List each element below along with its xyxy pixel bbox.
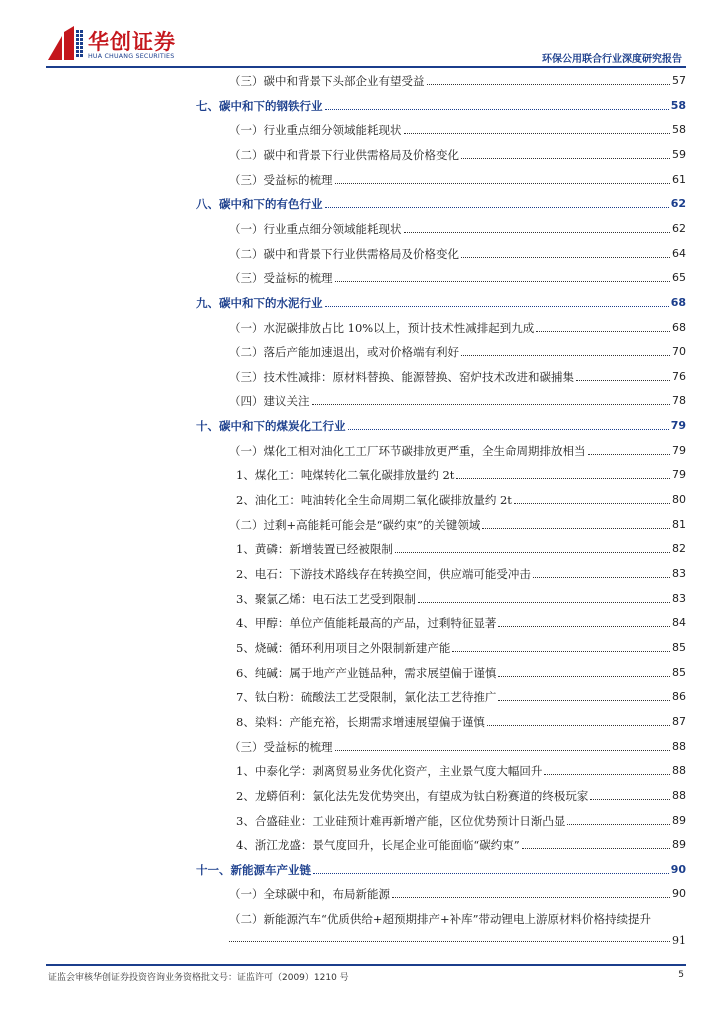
page-header xyxy=(0,0,724,70)
dot-leader xyxy=(544,773,670,775)
toc-entry-wrapped[interactable] xyxy=(229,910,651,928)
toc-entry-text: 七、碳中和下的钢铁行业 xyxy=(196,98,323,113)
toc-page-number: 79 xyxy=(670,419,686,433)
toc-subsection-entry[interactable] xyxy=(236,664,686,682)
toc-subsection-entry[interactable] xyxy=(236,787,686,805)
toc-entry-text: 八、碳中和下的有色行业 xyxy=(196,197,323,212)
toc-chapter-entry[interactable] xyxy=(196,294,686,312)
brand-name-cn: 华创证券 xyxy=(88,30,176,54)
toc-subsection-entry[interactable] xyxy=(236,565,686,583)
toc-entry-text: （一）行业重点细分领域能耗现状 xyxy=(229,221,402,236)
toc-entry-text: （一）水泥碳排放占比 10%以上，预计技术性减排起到九成 xyxy=(229,320,535,335)
toc-entry-text: （三）技术性减排：原材料替换、能源替换、窑炉技术改进和碳捕集 xyxy=(229,369,574,384)
toc-subsection-entry[interactable] xyxy=(236,836,686,854)
page-number: 5 xyxy=(678,970,684,980)
toc-section-entry[interactable] xyxy=(229,319,686,337)
toc-entry-text: 4、甲醇：单位产值能耗最高的产品，过剩特征显著 xyxy=(236,616,497,631)
toc-entry-text: （二）新能源汽车“优质供给+超预期排产+补库”带动锂电上游原材料价格持续提升 xyxy=(229,912,652,927)
toc-page-number: 87 xyxy=(672,714,686,728)
dot-leader xyxy=(482,527,670,529)
toc-chapter-entry[interactable] xyxy=(196,195,686,213)
toc-page-number: 79 xyxy=(672,468,686,482)
toc-page-number: 68 xyxy=(672,320,686,334)
toc-entry-text: 7、钛白粉：硫酸法工艺受限制，氯化法工艺待推广 xyxy=(236,690,497,705)
toc-entry-text: 1、煤化工：吨煤转化二氧化碳排放量约 2t xyxy=(236,468,455,483)
toc-entry-text: 3、合盛硅业：工业硅预计难再新增产能，区位优势预计日渐凸显 xyxy=(236,813,566,828)
dot-leader xyxy=(487,724,670,726)
toc-page-number: 88 xyxy=(672,739,686,753)
toc-subsection-entry[interactable] xyxy=(236,491,686,509)
toc-page-number: 88 xyxy=(672,764,686,778)
toc-section-entry[interactable] xyxy=(229,343,686,361)
footer-divider xyxy=(46,964,686,966)
toc-page-number: 68 xyxy=(670,295,686,309)
toc-page-number: 89 xyxy=(672,838,686,852)
dot-leader xyxy=(335,280,671,282)
dot-leader xyxy=(395,551,670,553)
dot-leader xyxy=(461,157,670,159)
toc-page-number: 89 xyxy=(672,813,686,827)
toc-subsection-entry[interactable] xyxy=(236,614,686,632)
dot-leader xyxy=(452,650,670,652)
dot-leader xyxy=(313,872,669,874)
toc-section-entry[interactable] xyxy=(229,171,686,189)
toc-page-number: 64 xyxy=(672,246,686,260)
toc-entry-text: 十、碳中和下的煤炭化工行业 xyxy=(196,419,346,434)
dot-leader xyxy=(348,428,669,430)
toc-chapter-entry[interactable] xyxy=(196,861,686,879)
toc-entry-text: （四）建议关注 xyxy=(229,394,310,409)
toc-page-number: 82 xyxy=(672,542,686,556)
toc-page-number: 76 xyxy=(672,369,686,383)
toc-section-entry[interactable] xyxy=(229,220,686,238)
dot-leader xyxy=(533,576,670,578)
toc-section-entry[interactable] xyxy=(229,738,686,756)
toc-page-number: 85 xyxy=(672,665,686,679)
toc-page-number: 91 xyxy=(672,934,686,948)
toc-page-number: 83 xyxy=(672,591,686,605)
toc-entry-text: （二）碳中和背景下行业供需格局及价格变化 xyxy=(229,246,459,261)
dot-leader xyxy=(576,379,670,381)
toc-entry-text: 3、聚氯乙烯：电石法工艺受到限制 xyxy=(236,591,416,606)
toc-page-number: 57 xyxy=(672,74,686,87)
dot-leader xyxy=(514,502,670,504)
dot-leader xyxy=(522,847,670,849)
dot-leader xyxy=(498,675,670,677)
dot-leader xyxy=(536,330,670,332)
toc-section-entry[interactable] xyxy=(229,121,686,139)
toc-page-number: 78 xyxy=(672,394,686,408)
toc-page-number: 59 xyxy=(672,147,686,161)
dot-leader xyxy=(461,256,670,258)
toc-subsection-entry[interactable] xyxy=(236,688,686,706)
toc-subsection-entry[interactable] xyxy=(236,762,686,780)
brand-logo xyxy=(48,26,188,62)
toc-entry-text: 4、浙江龙盛：景气度回升，长尾企业可能面临“碳约束” xyxy=(236,838,520,853)
dot-leader xyxy=(418,601,670,603)
toc-page-number: 65 xyxy=(672,271,686,285)
dot-leader xyxy=(335,749,671,751)
toc-entry-text: 十一、新能源车产业链 xyxy=(196,862,311,877)
footer-disclaimer: 证监会审核华创证券投资咨询业务资格批文号：证监许可（2009）1210 号 xyxy=(48,973,349,983)
toc-page-number: 62 xyxy=(672,221,686,235)
toc-entry-text: 2、油化工：吨油转化全生命周期二氧化碳排放量约 2t xyxy=(236,493,512,508)
dot-leader xyxy=(590,798,670,800)
toc-entry-text: （一）煤化工相对油化工工厂环节碳排放更严重，全生命周期排放相当 xyxy=(229,443,586,458)
toc-page-number: 88 xyxy=(672,788,686,802)
toc-page-number: 62 xyxy=(670,197,686,211)
toc-entry-text: （三）碳中和背景下头部企业有望受益 xyxy=(229,74,425,88)
toc-entry-text: （二）过剩+高能耗可能会是“碳约束”的关键领域 xyxy=(229,517,481,532)
toc-section-entry[interactable] xyxy=(229,368,686,386)
toc-entry-text: （一）行业重点细分领域能耗现状 xyxy=(229,123,402,138)
dot-leader xyxy=(335,182,671,184)
toc-page-number: 81 xyxy=(672,517,686,531)
toc-entry-text: （一）全球碳中和，布局新能源 xyxy=(229,887,390,902)
dot-leader xyxy=(588,453,671,455)
toc-entry-text: 6、纯碱：属于地产产业链品种，需求展望偏于谨慎 xyxy=(236,665,497,680)
dot-leader xyxy=(567,823,670,825)
toc-section-entry[interactable] xyxy=(229,72,686,90)
dot-leader xyxy=(456,477,670,479)
dot-leader xyxy=(229,940,670,942)
toc-subsection-entry[interactable] xyxy=(236,466,686,484)
toc-subsection-entry[interactable] xyxy=(236,713,686,731)
header-divider xyxy=(46,66,686,68)
dot-leader xyxy=(325,206,669,208)
toc-entry-text: （二）落后产能加速退出，或对价格端有利好 xyxy=(229,345,459,360)
report-title: 环保公用联合行业深度研究报告 xyxy=(542,54,682,65)
toc-section-entry[interactable] xyxy=(229,269,686,287)
dot-leader xyxy=(404,231,671,233)
dot-leader xyxy=(427,83,671,85)
toc-page-number: 83 xyxy=(672,567,686,580)
dot-leader xyxy=(461,354,670,356)
toc-page-number: 85 xyxy=(672,640,686,654)
toc-section-entry[interactable] xyxy=(229,245,686,263)
dot-leader xyxy=(392,896,670,898)
brand-name-en: HUA CHUANG SECURITIES xyxy=(88,53,175,60)
toc-entry-text: （三）受益标的梳理 xyxy=(229,172,333,187)
toc-page-number: 70 xyxy=(672,345,686,359)
dot-leader xyxy=(325,108,669,110)
toc-entry-text: （三）受益标的梳理 xyxy=(229,271,333,286)
toc-entry-text: 1、黄磷：新增装置已经被限制 xyxy=(236,542,393,557)
toc-subsection-entry[interactable] xyxy=(236,590,686,608)
toc-section-entry[interactable] xyxy=(229,885,686,903)
toc-page-number: 90 xyxy=(672,887,686,901)
toc-subsection-entry[interactable] xyxy=(236,639,686,657)
dot-leader xyxy=(404,132,671,134)
toc-page-number: 58 xyxy=(672,123,686,137)
toc-entry-text: （二）碳中和背景下行业供需格局及价格变化 xyxy=(229,147,459,162)
dot-leader xyxy=(498,699,670,701)
toc-entry-text: （三）受益标的梳理 xyxy=(229,739,333,754)
toc-section-entry[interactable] xyxy=(229,392,686,410)
toc-entry-text: 8、染料：产能充裕，长期需求增速展望偏于谨慎 xyxy=(236,714,485,729)
toc-page-number: 80 xyxy=(672,493,686,507)
toc-subsection-entry[interactable] xyxy=(236,812,686,830)
toc-entry-text: 2、龙蟒佰利：氯化法先发优势突出，有望成为钛白粉赛道的终极玩家 xyxy=(236,788,589,803)
toc-chapter-entry[interactable] xyxy=(196,417,686,435)
toc-subsection-entry[interactable] xyxy=(236,540,686,558)
dot-leader xyxy=(325,305,669,307)
toc-entry-text: 九、碳中和下的水泥行业 xyxy=(196,295,323,310)
toc-page-number: 86 xyxy=(672,690,686,704)
toc-section-entry[interactable] xyxy=(229,442,686,460)
brand-logo-icon xyxy=(48,26,84,60)
dot-leader xyxy=(498,625,670,627)
toc-chapter-entry[interactable] xyxy=(196,97,686,115)
toc-page-number: 84 xyxy=(672,616,686,630)
toc-page-number: 58 xyxy=(670,98,686,112)
toc-entry-text: 1、中泰化学：剥离贸易业务优化资产，主业景气度大幅回升 xyxy=(236,764,543,779)
toc-section-entry[interactable] xyxy=(229,146,686,164)
dot-leader xyxy=(312,403,671,405)
toc-page-number: 90 xyxy=(670,862,686,876)
toc-entry-wrapped-leader xyxy=(229,929,686,947)
toc-entry-text: 5、烧碱：循环利用项目之外限制新建产能 xyxy=(236,640,451,655)
toc-page-number: 79 xyxy=(672,443,686,457)
toc-page-number: 61 xyxy=(672,172,686,186)
toc-entry-text: 2、电石：下游技术路线存在转换空间，供应端可能受冲击 xyxy=(236,567,531,581)
toc-section-entry[interactable] xyxy=(229,516,686,534)
